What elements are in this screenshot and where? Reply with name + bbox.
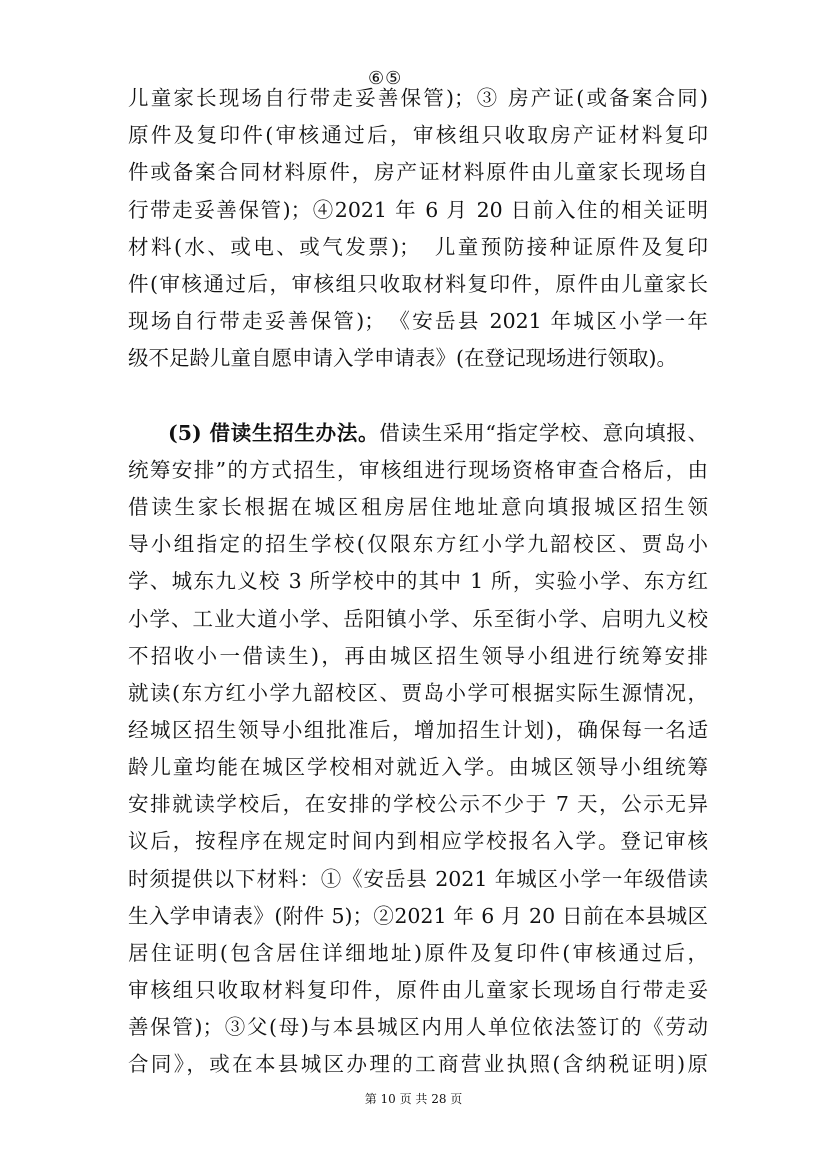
text-line: 现场自行带走妥善保管)； 《安岳县 2021 年城区小学一年 — [128, 309, 708, 333]
text-line: 借读生家长根据在城区租房居住地址意向填报城区招生领 — [128, 495, 708, 519]
text-line: 级不足龄儿童自愿申请入学申请表》(在登记现场进行领取)。 — [128, 346, 677, 370]
text-line: 儿童家长现场自行带走妥善保管)；③ 房产证(或备案合同) — [128, 86, 708, 110]
circled-number-marks: ⑥⑤ — [368, 68, 403, 89]
text-line: 生入学申请表》(附件 5)；②2021 年 6 月 20 日前在本县城区 — [128, 904, 708, 928]
text-line: 龄儿童均能在城区学校相对就近入学。由城区领导小组统筹 — [128, 755, 708, 779]
text-line: 原件及复印件(审核通过后，审核组只收取房产证材料复印 — [128, 123, 708, 147]
text-line: 居住证明(包含居住详细地址)原件及复印件(审核通过后， — [128, 941, 708, 965]
text-line: 就读(东方红小学九韶校区、贾岛小学可根据实际生源情况， — [128, 681, 708, 705]
text-line: 学、城东九义校 3 所学校中的其中 1 所，实验小学、东方红 — [128, 569, 708, 593]
text-line: 借读生采用“指定学校、意向填报、 — [379, 421, 708, 445]
text-line: 议后，按程序在规定时间内到相应学校报名入学。登记审核 — [128, 829, 708, 853]
text-line: 经城区招生领导小组批准后，增加招生计划)，确保每一名适 — [128, 718, 708, 742]
text-line: 件(审核通过后，审核组只收取材料复印件，原件由儿童家长 — [128, 272, 708, 296]
text-line: 导小组指定的招生学校(仅限东方红小学九韶校区、贾岛小 — [128, 532, 708, 556]
text-line: 件或备案合同材料原件，房产证材料原件由儿童家长现场自 — [128, 160, 708, 184]
text-line: 时须提供以下材料：①《安岳县 2021 年城区小学一年级借读 — [128, 867, 708, 891]
section-heading: (5) 借读生招生办法。 — [168, 421, 380, 445]
text-line: 小学、工业大道小学、岳阳镇小学、乐至街小学、启明九义校 — [128, 607, 708, 631]
text-line: 材料(水、或电、或气发票)； 儿童预防接种证原件及复印 — [128, 235, 708, 259]
section-heading-line — [168, 418, 708, 448]
text-line: 不招收小一借读生)，再由城区招生领导小组进行统筹安排 — [128, 644, 708, 668]
text-line: 安排就读学校后，在安排的学校公示不少于 7 天，公示无异 — [128, 792, 708, 816]
text-line: 行带走妥善保管)；④2021 年 6 月 20 日前入住的相关证明 — [128, 198, 708, 222]
text-line: 合同》，或在本县城区办理的工商营业执照(含纳税证明)原 — [128, 1052, 708, 1076]
text-line: 善保管)；③父(母)与本县城区内用人单位依法签订的《劳动 — [128, 1015, 708, 1039]
text-line: 审核组只收取材料复印件，原件由儿童家长现场自行带走妥 — [128, 978, 708, 1002]
text-line: 统筹安排”的方式招生，审核组进行现场资格审查合格后，由 — [128, 458, 708, 482]
page-footer: 第 10 页 共 28 页 — [364, 1092, 463, 1106]
